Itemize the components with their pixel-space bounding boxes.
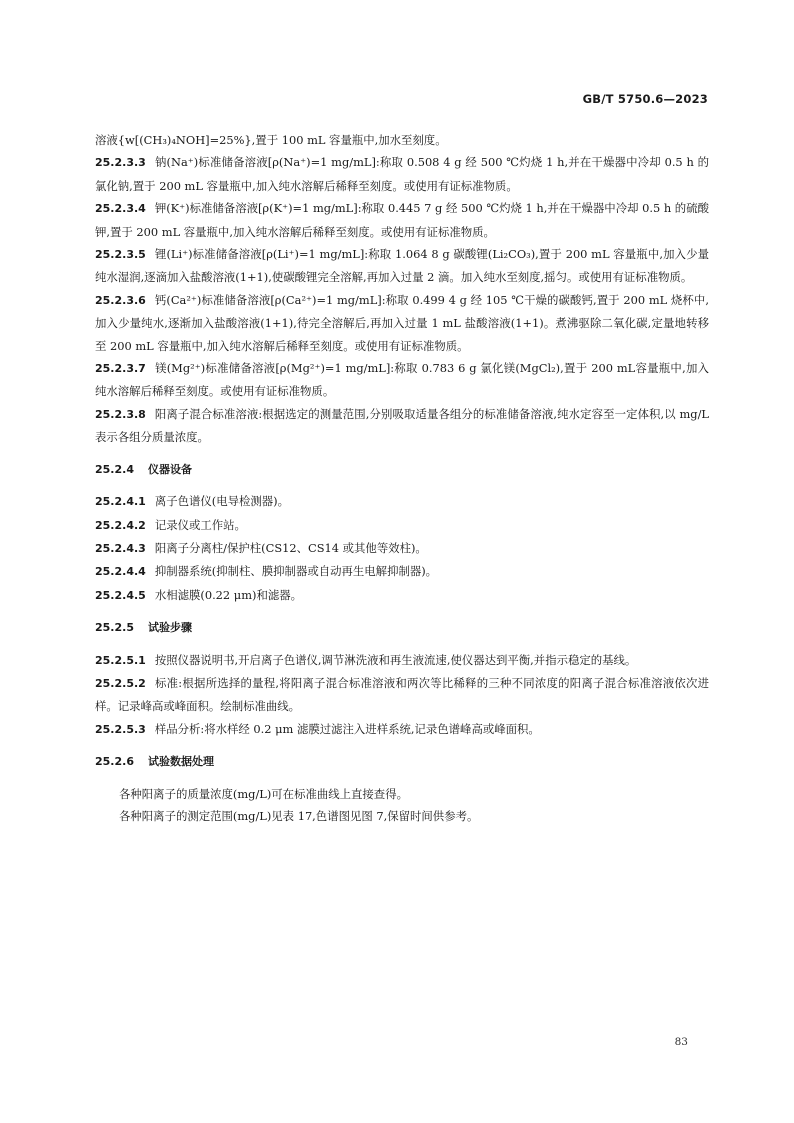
- clause-number: 25.2.4.3: [95, 541, 146, 555]
- clause-25-2-4-1: 25.2.4.1 离子色谱仪(电导检测器)。: [95, 490, 709, 513]
- paragraph: 各种阳离子的测定范围(mg/L)见表 17,色谱图见图 7,保留时间供参考。: [119, 808, 479, 823]
- clause-25-2-3-4: 25.2.3.4 钾(K⁺)标准储备溶液[ρ(K⁺)=1 mg/mL]:称取 0.445 7 g 经 500 ℃灼烧 1 h,并在干燥器中冷却 0.5 h 的硫酸钾,置于 200 mL 容量瓶中,加入纯水溶解后稀释至刻度。或使用有证标准物质。: [95, 197, 709, 243]
- section-title: 仪器设备: [147, 462, 192, 476]
- paragraph: 溶液{w[(CH₃)₄NOH]=25%},置于 100 mL 容量瓶中,加水至刻度。: [95, 133, 447, 147]
- section-title: 试验步骤: [147, 621, 192, 635]
- clause-number: 25.2.3.6: [95, 293, 146, 307]
- clause-25-2-3-5: 25.2.3.5 锂(Li⁺)标准储备溶液[ρ(Li⁺)=1 mg/mL]:称取 1.064 8 g 碳酸锂(Li₂CO₃),置于 200 mL 容量瓶中,加入少量纯水湿润,逐滴加入盐酸溶液(1+1),使碳酸锂完全溶解,再加入过量 2 滴。加入纯水至刻度,摇匀。或使用有证标准物质。: [95, 243, 709, 289]
- clause-25-2-3-6: 25.2.3.6 钙(Ca²⁺)标准储备溶液[ρ(Ca²⁺)=1 mg/mL]:称取 0.499 4 g 经 105 ℃干燥的碳酸钙,置于 200 mL 烧杯中,加入少量纯水,逐渐加入盐酸溶液(1+1),待完全溶解后,再加入过量 1 mL 盐酸溶液(1+1)。煮沸驱除二氧化碳,定量地转移至 200 mL 容量瓶中,加入纯水溶解后稀释至刻度。或使用有证标准物质。: [95, 289, 709, 357]
- page-number: 83: [674, 1036, 688, 1048]
- document-body: [95, 129, 709, 827]
- section-heading-25-2-4: [95, 458, 709, 481]
- clause-number: 25.2.5.3: [95, 722, 146, 736]
- clause-number: 25.2.4.4: [95, 565, 146, 579]
- section-number: 25.2.5: [95, 621, 134, 635]
- section-number: 25.2.6: [95, 755, 134, 769]
- clause-number: 25.2.3.8: [95, 407, 146, 421]
- section-title: 试验数据处理: [147, 755, 214, 769]
- clause-25-2-5-3: 25.2.5.3 样品分析:将水样经 0.2 μm 滤膜过滤注入进样系统,记录色谱峰高或峰面积。: [95, 718, 709, 741]
- clause-25-2-3-3: 25.2.3.3 钠(Na⁺)标准储备溶液[ρ(Na⁺)=1 mg/mL]:称取 0.508 4 g 经 500 ℃灼烧 1 h,并在干燥器中冷却 0.5 h 的氯化钠,置于 200 mL 容量瓶中,加入纯水溶解后稀释至刻度。或使用有证标准物质。: [95, 151, 709, 197]
- section-heading-25-2-5: [95, 616, 709, 639]
- paragraph: 各种阳离子的质量浓度(mg/L)可在标准曲线上直接查得。: [119, 786, 408, 801]
- clause-number: 25.2.4.2: [95, 518, 146, 532]
- clause-number: 25.2.5.2: [95, 676, 146, 690]
- clause-number: 25.2.3.3: [95, 156, 146, 170]
- clause-25-2-4-2: 25.2.4.2 记录仪或工作站。: [95, 514, 709, 537]
- clause-25-2-5-2: 25.2.5.2 标准:根据所选择的量程,将阳离子混合标准溶液和两次等比稀释的三种不同浓度的阳离子混合标准溶液依次进样。记录峰高或峰面积。绘制标准曲线。: [95, 672, 709, 718]
- section-heading-25-2-6: [95, 750, 709, 773]
- clause-number: 25.2.4.1: [95, 495, 146, 509]
- section-number: 25.2.4: [95, 462, 134, 476]
- clause-number: 25.2.3.7: [95, 362, 146, 376]
- clause-25-2-3-8: 25.2.3.8 阳离子混合标准溶液:根据选定的测量范围,分别吸取适量各组分的标准储备溶液,纯水定容至一定体积,以 mg/L 表示各组分质量浓度。: [95, 403, 709, 449]
- clause-number: 25.2.5.1: [95, 653, 146, 667]
- clause-number: 25.2.3.4: [95, 202, 146, 216]
- clause-25-2-4-3: 25.2.4.3 阳离子分离柱/保护柱(CS12、CS14 或其他等效柱)。: [95, 537, 709, 560]
- clause-25-2-5-1: 25.2.5.1 按照仪器说明书,开启离子色谱仪,调节淋洗液和再生液流速,使仪器达到平衡,并指示稳定的基线。: [95, 649, 709, 672]
- clause-25-2-4-5: 25.2.4.5 水相滤膜(0.22 μm)和滤器。: [95, 584, 709, 607]
- clause-number: 25.2.3.5: [95, 248, 146, 262]
- clause-25-2-4-4: 25.2.4.4 抑制器系统(抑制柱、膜抑制器或自动再生电解抑制器)。: [95, 560, 709, 583]
- clause-25-2-3-7: 25.2.3.7 镁(Mg²⁺)标准储备溶液[ρ(Mg²⁺)=1 mg/mL]:称取 0.783 6 g 氯化镁(MgCl₂),置于 200 mL容量瓶中,加入纯水溶解后稀释至刻度。或使用有证标准物质。: [95, 357, 709, 403]
- document-header: GB/T 5750.6—2023: [582, 92, 708, 106]
- clause-number: 25.2.4.5: [95, 588, 146, 602]
